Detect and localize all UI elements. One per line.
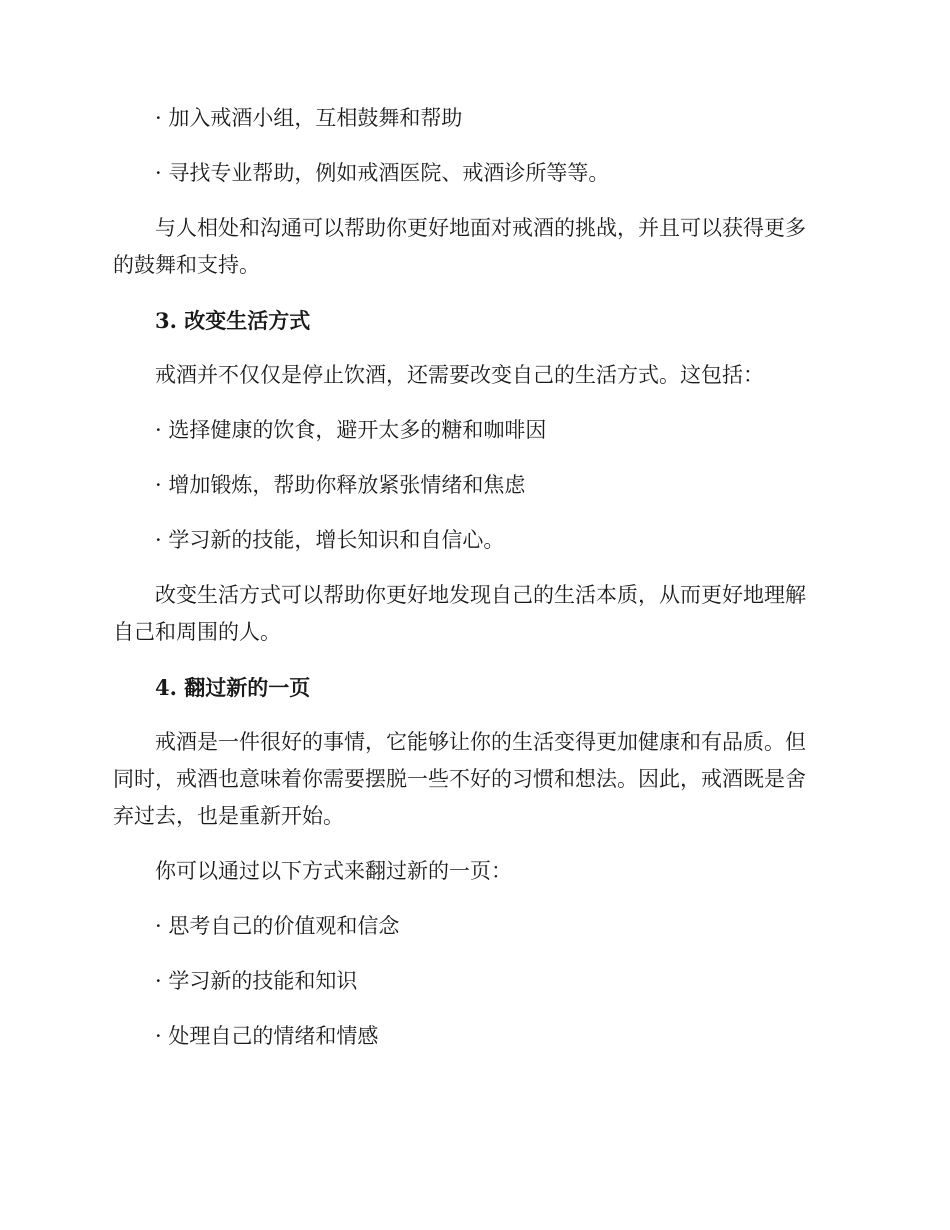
paragraph-line: 弃过去，也是重新开始。	[113, 804, 344, 828]
paragraph-line: 同时，戒酒也意味着你需要摆脱一些不好的习惯和想法。因此，戒酒既是舍	[113, 767, 806, 791]
bullet-healthy-diet: · 选择健康的饮食，避开太多的糖和咖啡因	[155, 418, 547, 442]
paragraph-communication	[113, 210, 831, 284]
paragraph-line: 戒酒是一件很好的事情，它能够让你的生活变得更加健康和有品质。但	[155, 730, 806, 754]
paragraph-line: 改变生活方式可以帮助你更好地发现自己的生活本质，从而更好地理解	[155, 583, 806, 607]
bullet-professional-help: · 寻找专业帮助，例如戒酒医院、戒酒诊所等等。	[155, 161, 610, 185]
bullet-new-knowledge: · 学习新的技能和知识	[155, 969, 358, 993]
paragraph-lifestyle-intro	[113, 357, 831, 394]
bullet-join-group: · 加入戒酒小组，互相鼓舞和帮助	[155, 106, 463, 130]
bullet-values: · 思考自己的价值观和信念	[155, 914, 400, 938]
bullet-exercise: · 增加锻炼，帮助你释放紧张情绪和焦虑	[155, 473, 526, 497]
section-heading-3: 3. 改变生活方式	[155, 308, 311, 333]
paragraph-lifestyle-benefit	[113, 577, 831, 651]
paragraph-ways-intro	[113, 853, 831, 890]
paragraph-line: 你可以通过以下方式来翻过新的一页：	[155, 859, 512, 883]
paragraph-line: 自己和周围的人。	[113, 620, 281, 644]
paragraph-line: 与人相处和沟通可以帮助你更好地面对戒酒的挑战，并且可以获得更多	[155, 216, 806, 240]
paragraph-line: 戒酒并不仅仅是停止饮酒，还需要改变自己的生活方式。这包括：	[155, 363, 764, 387]
bullet-emotions: · 处理自己的情绪和情感	[155, 1024, 379, 1048]
paragraph-new-page	[113, 724, 831, 835]
bullet-learn-skills: · 学习新的技能，增长知识和自信心。	[155, 528, 505, 552]
section-heading-4: 4. 翻过新的一页	[155, 675, 311, 700]
document-page	[113, 100, 831, 1073]
paragraph-line: 的鼓舞和支持。	[113, 253, 260, 277]
